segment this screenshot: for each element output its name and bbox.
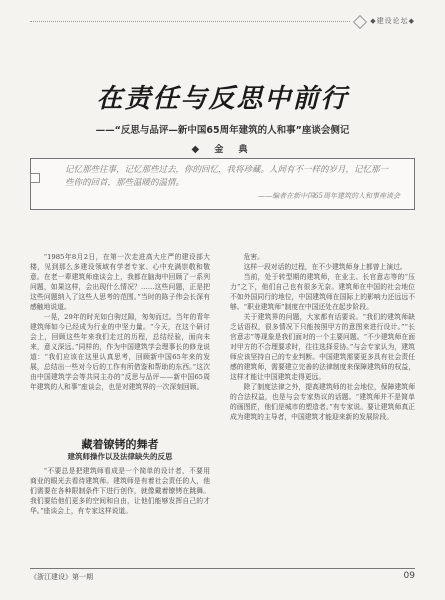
footer-divider xyxy=(30,568,415,569)
section-heading: 藏着镣铐的舞者 xyxy=(81,438,159,451)
section-tag: ◆建设论坛◆ xyxy=(370,17,415,25)
footer-publication: 《浙江建设》第一期 xyxy=(30,573,93,581)
left-paragraph: “1985年8月2日，在第一次走进高大庄严的建设部大楼，见到那么多建设领域有学者专家、心中充满崇敬和敬意。在老一辈建筑师座谈会上，我都在脑海中回顾了一系列问题，如果这样，会出现什么情况？……这些问题，正是把这些问题纳入了这些人思考的范围。”当时的陈子伟会长深有感触地说道。 xyxy=(30,253,210,311)
editor-quote-text: 记忆那些往事，记忆那些过去，你的回忆，我将珍藏。人间有不一样的岁月，记忆那一些你的回首，那些温暖的温情。 xyxy=(65,165,389,188)
editor-quote-source: ——编者在新中国65周年建筑的人和事座谈会 xyxy=(258,192,400,200)
left-paragraph: 一晃，29年的时光如白驹过隙，匆匆而过。当年的青年建筑师如今已经成为行业的中坚力量。“今天，在这个研讨会上，回顾这些年来我们走过的历程，总结经验，面向未来，意义深远。”同样的，作为中国建筑学会理事长的修龙说道：“我们应该在这里认真思考，回顾新中国65年来的发展，总结出一些对今后的工作有所借鉴和帮助的东西。”这次由中国建筑学会等共同主办的“反思与品评——新中国65周年建筑的人和事”座谈会，也是对建筑界的一次深刻回顾。 xyxy=(30,313,210,391)
right-paragraph: 这样一段对话的过程，在不少建筑师身上都曾上演过。 xyxy=(243,263,407,271)
header-divider xyxy=(30,21,350,22)
article-subtitle: ——“反思与品评—新中国65周年建筑的人和事”座谈会侧记 xyxy=(95,125,350,136)
left-lower-paragraph: “不要总是把建筑师看成是一个简单的设计者，不要用商业的眼光去看待建筑师。建筑师是有着社会责任的人，他们需要在各种限制条件下进行创作，就像戴着镣铐在跳舞。我们要给他们更多的空间和自由，让他们能够发挥自己的才华。”座谈会上，有专家这样说道。 xyxy=(30,467,210,515)
left-column-lower xyxy=(30,466,210,516)
right-paragraph: 除了制度法律之外，提高建筑师的社会地位，保障建筑师的合法权益，也是与会专家热议的话题。“建筑师并不是简单的画图匠，他们是城市的塑造者。”有专家说。要让建筑师真正成为建筑的主导者，中国建筑才能迎来新的发展阶段。 xyxy=(230,383,415,421)
article-title: 在责任与反思中前行 xyxy=(96,84,349,114)
right-paragraph: 当前，处于转型期的建筑师，在业主、长官意志等的“压力”之下，他们自己也有很多无奈。建筑师在中国的社会地位不如外国同行的地位，中国建筑师在国际上的影响力还远远不够。“职业建筑师”制度在中国还处在起步阶段。 xyxy=(230,273,415,311)
left-column xyxy=(30,252,210,392)
quote-corner-ornament xyxy=(30,173,40,183)
right-paragraph: 危害。 xyxy=(243,253,264,261)
header-diamond-ornament xyxy=(353,15,367,29)
right-column xyxy=(230,252,415,422)
editor-quote-box xyxy=(30,158,415,210)
right-paragraph: 关于建筑界的问题，大家都有话要说。“我们的建筑师缺乏话语权，很多情况下只能按照甲方的意图来进行设计。”“长官意志”等现象是我们面对的一个主要问题。“不少建筑师在面对甲方的不合理要求时，往往选择妥协。”与会专家认为，建筑师应该坚持自己的专业判断。中国建筑需要更多具有社会责任感的建筑师，需要建立完善的法律制度来保障建筑师的权益，这样才能让中国建筑走得更远。 xyxy=(230,313,415,381)
page-number: 09 xyxy=(403,571,415,581)
author-name: 金 典 xyxy=(214,145,254,155)
author-diamond-icon: ◆ xyxy=(191,144,206,155)
section-subheading: 建筑师操作以及法律缺失的反思 xyxy=(67,452,173,461)
article-author xyxy=(0,142,445,155)
